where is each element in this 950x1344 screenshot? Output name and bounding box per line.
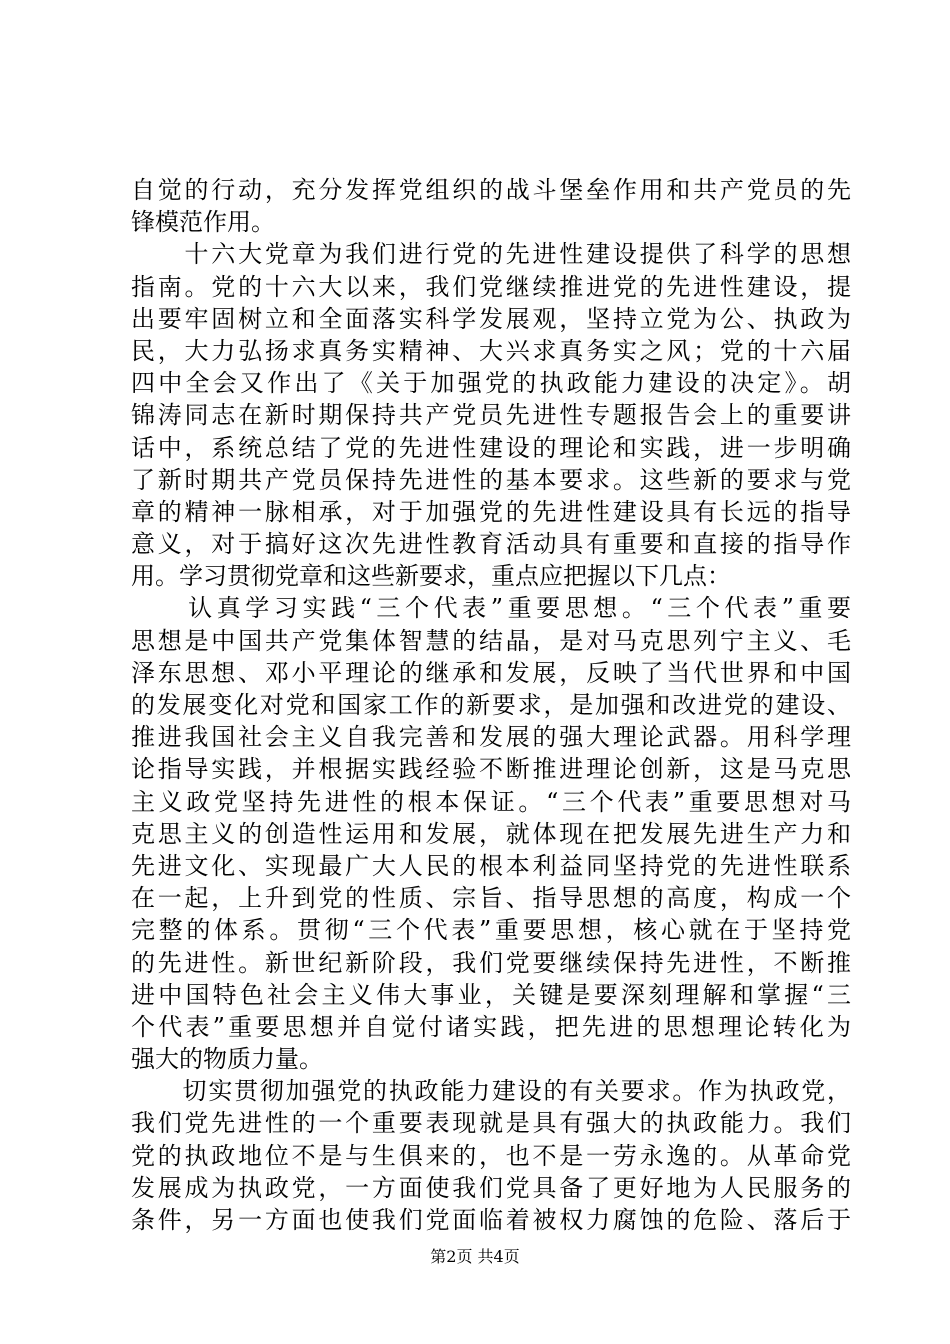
text-line: 完整的体系。贯彻“三个代表”重要思想，核心就在于坚持党: [131, 916, 851, 945]
text-line: 四中全会又作出了《关于加强党的执政能力建设的决定》。胡: [131, 369, 851, 398]
text-line: 论指导实践，并根据实践经验不断推进理论创新，这是马克思: [131, 755, 851, 784]
text-line: 个代表”重要思想并自觉付诸实践，把先进的思想理论转化为: [131, 1012, 851, 1041]
text-line: 锦涛同志在新时期保持共产党员先进性专题报告会上的重要讲: [131, 401, 851, 430]
text-line: 章的精神一脉相承，对于加强党的先进性建设具有长远的指导: [131, 497, 851, 526]
text-line: 主义政党坚持先进性的根本保证。“三个代表”重要思想对马: [131, 787, 851, 816]
text-line: 十六大党章为我们进行党的先进性建设提供了科学的思想: [131, 240, 851, 269]
document-body: [131, 174, 851, 1236]
text-line: 泽东思想、邓小平理论的继承和发展，反映了当代世界和中国: [131, 658, 851, 687]
text-line: 在一起，上升到党的性质、宗旨、指导思想的高度，构成一个: [131, 884, 851, 913]
text-line: 切实贯彻加强党的执政能力建设的有关要求。作为执政党，: [131, 1077, 851, 1106]
text-line: 强大的物质力量。: [131, 1045, 323, 1074]
text-line: 我们党先进性的一个重要表现就是具有强大的执政能力。我们: [131, 1109, 851, 1138]
text-line: 出要牢固树立和全面落实科学发展观，坚持立党为公、执政为: [131, 304, 851, 333]
page-footer: 第2页 共4页: [430, 1247, 520, 1266]
text-line: 进中国特色社会主义伟大事业，关键是要深刻理解和掌握“三: [131, 980, 851, 1009]
text-line: 民，大力弘扬求真务实精神、大兴求真务实之风；党的十六届: [131, 336, 851, 365]
text-line: 自觉的行动，充分发挥党组织的战斗堡垒作用和共产党员的先: [131, 176, 851, 204]
text-line: 的先进性。新世纪新阶段，我们党要继续保持先进性，不断推: [131, 948, 851, 977]
text-line: 指南。党的十六大以来，我们党继续推进党的先进性建设，提: [131, 272, 851, 301]
text-line: 党的执政地位不是与生俱来的，也不是一劳永逸的。从革命党: [131, 1141, 851, 1170]
text-line: 条件，另一方面也使我们党面临着被权力腐蚀的危险、落后于: [131, 1206, 851, 1234]
text-line: 了新时期共产党员保持先进性的基本要求。这些新的要求与党: [131, 465, 851, 494]
text-line: 认真学习实践“三个代表”重要思想。“三个代表”重要: [131, 594, 851, 623]
text-line: 先进文化、实现最广大人民的根本利益同坚持党的先进性联系: [131, 851, 851, 880]
text-line: 克思主义的创造性运用和发展，就体现在把发展先进生产力和: [131, 819, 851, 848]
text-line: 思想是中国共产党集体智慧的结晶，是对马克思列宁主义、毛: [131, 626, 851, 655]
text-line: 话中，系统总结了党的先进性建设的理论和实践，进一步明确: [131, 433, 851, 462]
text-line: 的发展变化对党和国家工作的新要求，是加强和改进党的建设、: [131, 691, 851, 719]
text-line: 锋模范作用。: [131, 208, 275, 237]
text-line: 用。学习贯彻党章和这些新要求，重点应把握以下几点：: [131, 562, 731, 591]
text-line: 推进我国社会主义自我完善和发展的强大理论武器。用科学理: [131, 723, 851, 752]
text-line: 发展成为执政党，一方面使我们党具备了更好地为人民服务的: [131, 1173, 851, 1202]
text-line: 意义，对于搞好这次先进性教育活动具有重要和直接的指导作: [131, 530, 851, 559]
